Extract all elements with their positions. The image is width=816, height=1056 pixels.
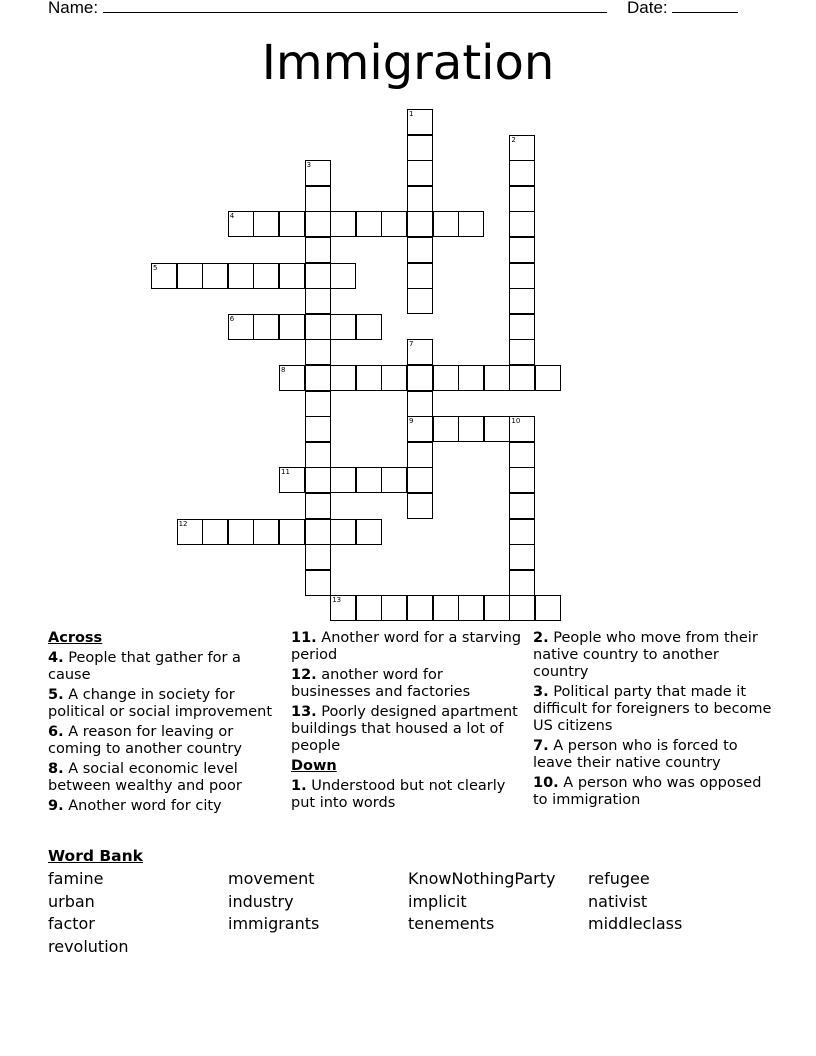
clue-item <box>48 761 286 795</box>
clue-number: 8. <box>48 761 64 777</box>
clue-column-3 <box>533 630 773 812</box>
grid-cell[interactable] <box>407 391 433 417</box>
grid-cell[interactable] <box>535 595 561 621</box>
grid-cell[interactable] <box>279 519 305 545</box>
clue-item <box>533 775 773 809</box>
grid-cell[interactable] <box>407 263 433 289</box>
clue-number-7: 7 <box>409 340 414 349</box>
word-bank-item: refugee <box>588 869 650 888</box>
grid-cell[interactable] <box>407 288 433 314</box>
clue-text: Another word for a starving period <box>291 630 522 663</box>
clue-number-12: 12 <box>178 519 188 528</box>
clue-number-4: 4 <box>229 212 235 221</box>
grid-cell[interactable] <box>305 288 331 314</box>
clue-text: A change in society for political or social improvement <box>48 687 273 720</box>
grid-cell[interactable] <box>433 211 459 237</box>
grid-cell[interactable] <box>509 595 535 621</box>
grid-cell[interactable] <box>305 365 331 391</box>
grid-cell[interactable] <box>458 595 484 621</box>
grid-cell[interactable] <box>407 595 433 621</box>
word-bank-item: KnowNothingParty <box>408 869 556 888</box>
grid-cell[interactable] <box>407 365 433 391</box>
grid-cell[interactable] <box>279 263 305 289</box>
grid-cell[interactable] <box>279 211 305 237</box>
grid-cell[interactable] <box>509 339 535 365</box>
grid-cell[interactable] <box>330 314 356 340</box>
grid-cell[interactable] <box>381 365 407 391</box>
clue-item <box>533 738 773 772</box>
grid-cell[interactable] <box>407 186 433 212</box>
clue-text: A person who was opposed to immigration <box>533 775 762 808</box>
grid-cell[interactable] <box>458 365 484 391</box>
grid-cell[interactable] <box>509 186 535 212</box>
grid-cell[interactable] <box>407 442 433 468</box>
word-bank <box>48 868 768 958</box>
clue-number: 5. <box>48 687 64 703</box>
grid-cell[interactable] <box>253 211 279 237</box>
clue-item <box>291 704 527 755</box>
clue-item <box>533 630 773 681</box>
grid-cell[interactable] <box>484 365 510 391</box>
grid-cell[interactable] <box>305 570 331 596</box>
grid-cell[interactable] <box>356 519 382 545</box>
clue-text: People that gather for a cause <box>48 650 241 683</box>
clue-column-2 <box>291 630 527 815</box>
clue-number-6: 6 <box>229 314 235 323</box>
grid-cell[interactable] <box>305 237 331 263</box>
down-heading: Down <box>291 758 337 774</box>
clue-number: 3. <box>533 684 549 700</box>
grid-cell[interactable] <box>305 211 331 237</box>
grid-cell[interactable] <box>509 467 535 493</box>
grid-cell[interactable] <box>433 595 459 621</box>
grid-cell[interactable] <box>407 135 433 161</box>
grid-cell[interactable] <box>305 467 331 493</box>
grid-cell[interactable] <box>356 365 382 391</box>
grid-cell[interactable] <box>305 416 331 442</box>
grid-cell[interactable] <box>407 467 433 493</box>
across-heading: Across <box>48 630 103 646</box>
grid-cell[interactable] <box>509 493 535 519</box>
clue-number-11: 11 <box>281 468 290 477</box>
clue-number: 11. <box>291 630 317 646</box>
page-title: Immigration <box>261 35 555 91</box>
grid-cell[interactable] <box>305 263 331 289</box>
grid-cell[interactable] <box>509 519 535 545</box>
word-bank-item: urban <box>48 891 95 911</box>
clue-text: Another word for city <box>63 798 222 814</box>
clue-number-2: 2 <box>511 135 516 144</box>
grid-cell[interactable] <box>330 519 356 545</box>
grid-cell[interactable] <box>381 467 407 493</box>
word-bank-title: Word Bank <box>48 847 143 865</box>
grid-cell[interactable] <box>253 314 279 340</box>
grid-cell[interactable] <box>509 314 535 340</box>
clue-item <box>291 630 527 664</box>
grid-cell[interactable] <box>356 467 382 493</box>
word-bank-item: implicit <box>408 891 467 911</box>
grid-cell[interactable] <box>458 416 484 442</box>
grid-cell[interactable] <box>279 314 305 340</box>
grid-cell[interactable] <box>305 186 331 212</box>
clue-number-1: 1 <box>409 110 414 118</box>
grid-cell[interactable] <box>356 595 382 621</box>
grid-cell[interactable] <box>228 263 254 289</box>
word-bank-item: revolution <box>48 936 129 956</box>
word-bank-item: factor <box>48 914 95 933</box>
grid-cell[interactable] <box>535 365 561 391</box>
clue-number-9: 9 <box>409 417 414 426</box>
clue-item <box>48 687 286 721</box>
clue-item <box>48 650 286 684</box>
clue-column-1 <box>48 630 286 818</box>
grid-cell[interactable] <box>484 416 510 442</box>
clue-item <box>48 724 286 758</box>
clue-number-3: 3 <box>306 161 312 170</box>
word-bank-item: nativist <box>588 891 648 911</box>
clue-text: Political party that made it difficult for foreigners to become US citizens <box>533 684 772 734</box>
word-bank-item: famine <box>48 869 104 888</box>
clue-number: 4. <box>48 650 64 666</box>
grid-cell[interactable] <box>509 365 535 391</box>
clue-number: 1. <box>291 778 307 794</box>
grid-cell[interactable] <box>305 314 331 340</box>
clue-text: Poorly designed apartment buildings that housed a lot of people <box>291 704 518 754</box>
grid-cell[interactable] <box>509 160 535 186</box>
grid-cell[interactable] <box>407 211 433 237</box>
clue-number-8: 8 <box>281 366 286 374</box>
grid-cell[interactable] <box>509 288 535 314</box>
grid-cell[interactable] <box>407 493 433 519</box>
clue-number-13: 13 <box>332 596 342 605</box>
grid-cell[interactable] <box>509 237 535 263</box>
grid-cell[interactable] <box>330 263 356 289</box>
clue-item <box>291 778 527 812</box>
grid-cell[interactable] <box>433 365 459 391</box>
grid-cell[interactable] <box>381 211 407 237</box>
clue-text: A reason for leaving or coming to another country <box>48 724 242 757</box>
grid-cell[interactable] <box>305 493 331 519</box>
grid-cell[interactable] <box>509 263 535 289</box>
clue-number: 2. <box>533 630 549 646</box>
grid-cell[interactable] <box>407 160 433 186</box>
word-bank-item: middleclass <box>588 914 683 933</box>
word-bank-item: industry <box>228 891 294 911</box>
clue-text: Understood but not clearly put into words <box>291 778 506 811</box>
clue-number: 10. <box>533 775 559 791</box>
clue-number: 7. <box>533 738 549 754</box>
grid-cell[interactable] <box>509 570 535 596</box>
grid-cell[interactable] <box>484 595 510 621</box>
grid-cell[interactable] <box>177 263 203 289</box>
word-bank-item: movement <box>228 869 315 888</box>
grid-cell[interactable] <box>253 519 279 545</box>
clue-text: another word for businesses and factories <box>291 667 471 700</box>
grid-cell[interactable] <box>228 519 254 545</box>
grid-cell[interactable] <box>253 263 279 289</box>
grid-cell[interactable] <box>509 442 535 468</box>
grid-cell[interactable] <box>509 544 535 570</box>
clue-number-5: 5 <box>153 263 158 272</box>
grid-cell[interactable] <box>330 365 356 391</box>
grid-cell[interactable] <box>407 237 433 263</box>
grid-cell[interactable] <box>305 519 331 545</box>
grid-cell[interactable] <box>381 595 407 621</box>
grid-cell[interactable] <box>509 211 535 237</box>
clue-item <box>533 684 773 735</box>
grid-cell[interactable] <box>330 467 356 493</box>
grid-cell[interactable] <box>305 442 331 468</box>
clue-number: 9. <box>48 798 64 814</box>
clue-text: People who move from their native country to another country <box>533 630 758 680</box>
clue-text: A social economic level between wealthy and poor <box>48 761 242 794</box>
clue-number-10: 10 <box>511 417 521 426</box>
grid-cell[interactable] <box>202 519 228 545</box>
clue-text: A person who is forced to leave their native country <box>533 738 738 771</box>
clue-item <box>291 667 527 701</box>
clue-number: 6. <box>48 724 64 740</box>
word-bank-item: tenements <box>408 914 495 933</box>
grid-cell[interactable] <box>305 391 331 417</box>
grid-cell[interactable] <box>305 544 331 570</box>
clue-item <box>48 798 286 815</box>
grid-cell[interactable] <box>458 211 484 237</box>
grid-cell[interactable] <box>330 211 356 237</box>
word-bank-item: immigrants <box>228 914 320 933</box>
grid-cell[interactable] <box>305 339 331 365</box>
grid-cell[interactable] <box>356 211 382 237</box>
grid-cell[interactable] <box>356 314 382 340</box>
grid-cell[interactable] <box>202 263 228 289</box>
grid-cell[interactable] <box>433 416 459 442</box>
clue-number: 13. <box>291 704 317 720</box>
date-label: Date: <box>627 0 668 17</box>
clue-number: 12. <box>291 667 317 683</box>
name-label: Name: <box>48 0 99 17</box>
